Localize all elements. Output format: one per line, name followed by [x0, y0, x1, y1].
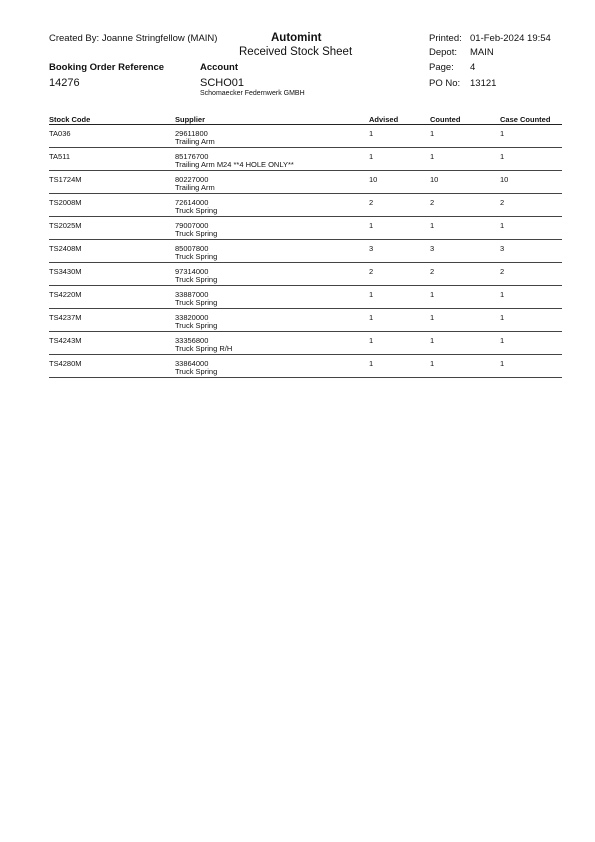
stock-code-cell: TA511 — [49, 152, 70, 161]
supplier-code-cell: 33356800 — [175, 336, 209, 345]
supplier-code-cell: 33887000 — [175, 290, 209, 299]
supplier-code-cell: 85007800 — [175, 244, 209, 253]
sheet-title: Received Stock Sheet — [239, 46, 353, 58]
depot-label: Depot: — [429, 47, 457, 58]
stock-code-cell: TS4243M — [49, 336, 82, 345]
advised-cell: 1 — [369, 129, 374, 138]
counted-cell: 1 — [430, 221, 435, 230]
stock-code-cell: TS4220M — [49, 290, 82, 299]
counted-cell: 2 — [430, 198, 435, 207]
supplier-code-cell: 97314000 — [175, 267, 209, 276]
advised-cell: 2 — [369, 267, 374, 276]
description-cell: Truck Spring — [175, 275, 218, 284]
supplier-code-cell: 33820000 — [175, 313, 209, 322]
supplier-code-cell: 29611800 — [175, 129, 208, 138]
printed-label: Printed: — [429, 33, 462, 44]
account-code: SCHO01 — [200, 77, 245, 89]
advised-cell: 1 — [369, 359, 374, 368]
counted-cell: 2 — [430, 267, 435, 276]
stock-code-cell: TS3430M — [49, 267, 82, 276]
case-counted-cell: 1 — [500, 313, 505, 322]
created-by — [49, 33, 217, 44]
booking-ref-label: Booking Order Reference — [49, 62, 165, 73]
advised-cell: 1 — [369, 336, 374, 345]
description-cell: Trailing Arm — [175, 137, 215, 146]
description-cell: Truck Spring — [175, 367, 218, 376]
case-counted-cell: 10 — [500, 175, 509, 184]
table-row — [49, 194, 562, 217]
table-row — [49, 355, 562, 378]
printed-value: 01-Feb-2024 19:54 — [470, 33, 551, 44]
account-label: Account — [200, 62, 238, 73]
created-by-label: Created By: — [49, 33, 100, 44]
stock-code-cell: TS1724M — [49, 175, 82, 184]
table-row — [49, 125, 562, 148]
depot-value: MAIN — [470, 47, 494, 58]
case-counted-cell: 3 — [500, 244, 505, 253]
column-header-advised: Advised — [369, 115, 399, 124]
advised-cell: 2 — [369, 198, 374, 207]
stock-code-cell: TA036 — [49, 129, 71, 138]
counted-cell: 1 — [430, 129, 435, 138]
advised-cell: 10 — [369, 175, 378, 184]
column-header-stock-code: Stock Code — [49, 115, 91, 124]
case-counted-cell: 2 — [500, 198, 505, 207]
table-row — [49, 171, 562, 194]
advised-cell: 1 — [369, 290, 374, 299]
supplier-code-cell: 79007000 — [175, 221, 209, 230]
description-cell: Truck Spring — [175, 321, 218, 330]
table-row — [49, 217, 562, 240]
po-value: 13121 — [470, 78, 497, 89]
counted-cell: 1 — [430, 336, 435, 345]
column-header-counted: Counted — [430, 115, 461, 124]
description-cell: Truck Spring — [175, 206, 218, 215]
description-cell: Truck Spring — [175, 298, 218, 307]
advised-cell: 1 — [369, 313, 374, 322]
case-counted-cell: 1 — [500, 129, 505, 138]
case-counted-cell: 1 — [500, 359, 505, 368]
advised-cell: 1 — [369, 221, 374, 230]
advised-cell: 3 — [369, 244, 374, 253]
table-row — [49, 309, 562, 332]
supplier-code-cell: 80227000 — [175, 175, 209, 184]
stock-table — [49, 115, 562, 378]
table-row — [49, 148, 562, 171]
counted-cell: 10 — [430, 175, 439, 184]
table-row — [49, 263, 562, 286]
description-cell: Truck Spring R/H — [175, 344, 233, 353]
stock-code-cell: TS4280M — [49, 359, 82, 368]
table-row — [49, 286, 562, 309]
account-name: Schomaecker Federnwerk GMBH — [200, 90, 305, 97]
counted-cell: 1 — [430, 313, 435, 322]
stock-code-cell: TS2408M — [49, 244, 82, 253]
stock-code-cell: TS2008M — [49, 198, 82, 207]
case-counted-cell: 1 — [500, 221, 505, 230]
counted-cell: 1 — [430, 152, 435, 161]
case-counted-cell: 2 — [500, 267, 505, 276]
case-counted-cell: 1 — [500, 152, 505, 161]
created-by-value: Joanne Stringfellow (MAIN) — [101, 33, 218, 44]
case-counted-cell: 1 — [500, 290, 505, 299]
supplier-code-cell: 85176700 — [175, 152, 209, 161]
po-label: PO No: — [429, 78, 461, 89]
counted-cell: 1 — [430, 359, 435, 368]
supplier-code-cell: 33864000 — [175, 359, 209, 368]
counted-cell: 3 — [430, 244, 435, 253]
table-body — [49, 125, 562, 378]
page-value: 4 — [470, 62, 476, 73]
column-header-case-counted: Case Counted — [500, 115, 551, 124]
column-header-supplier: Supplier — [175, 115, 206, 124]
description-cell: Truck Spring — [175, 229, 218, 238]
description-cell: Truck Spring — [175, 252, 218, 261]
stock-code-cell: TS2025M — [49, 221, 82, 230]
table-header — [49, 115, 562, 125]
company-name: Automint — [271, 32, 322, 44]
page-label: Page: — [429, 62, 454, 73]
advised-cell: 1 — [369, 152, 374, 161]
case-counted-cell: 1 — [500, 336, 505, 345]
stock-code-cell: TS4237M — [49, 313, 82, 322]
counted-cell: 1 — [430, 290, 435, 299]
table-row — [49, 240, 562, 263]
booking-ref-value: 14276 — [49, 77, 80, 89]
description-cell: Trailing Arm M24 **4 HOLE ONLY** — [175, 160, 294, 169]
table-row — [49, 332, 562, 355]
supplier-code-cell: 72614000 — [175, 198, 209, 207]
description-cell: Trailing Arm — [175, 183, 215, 192]
